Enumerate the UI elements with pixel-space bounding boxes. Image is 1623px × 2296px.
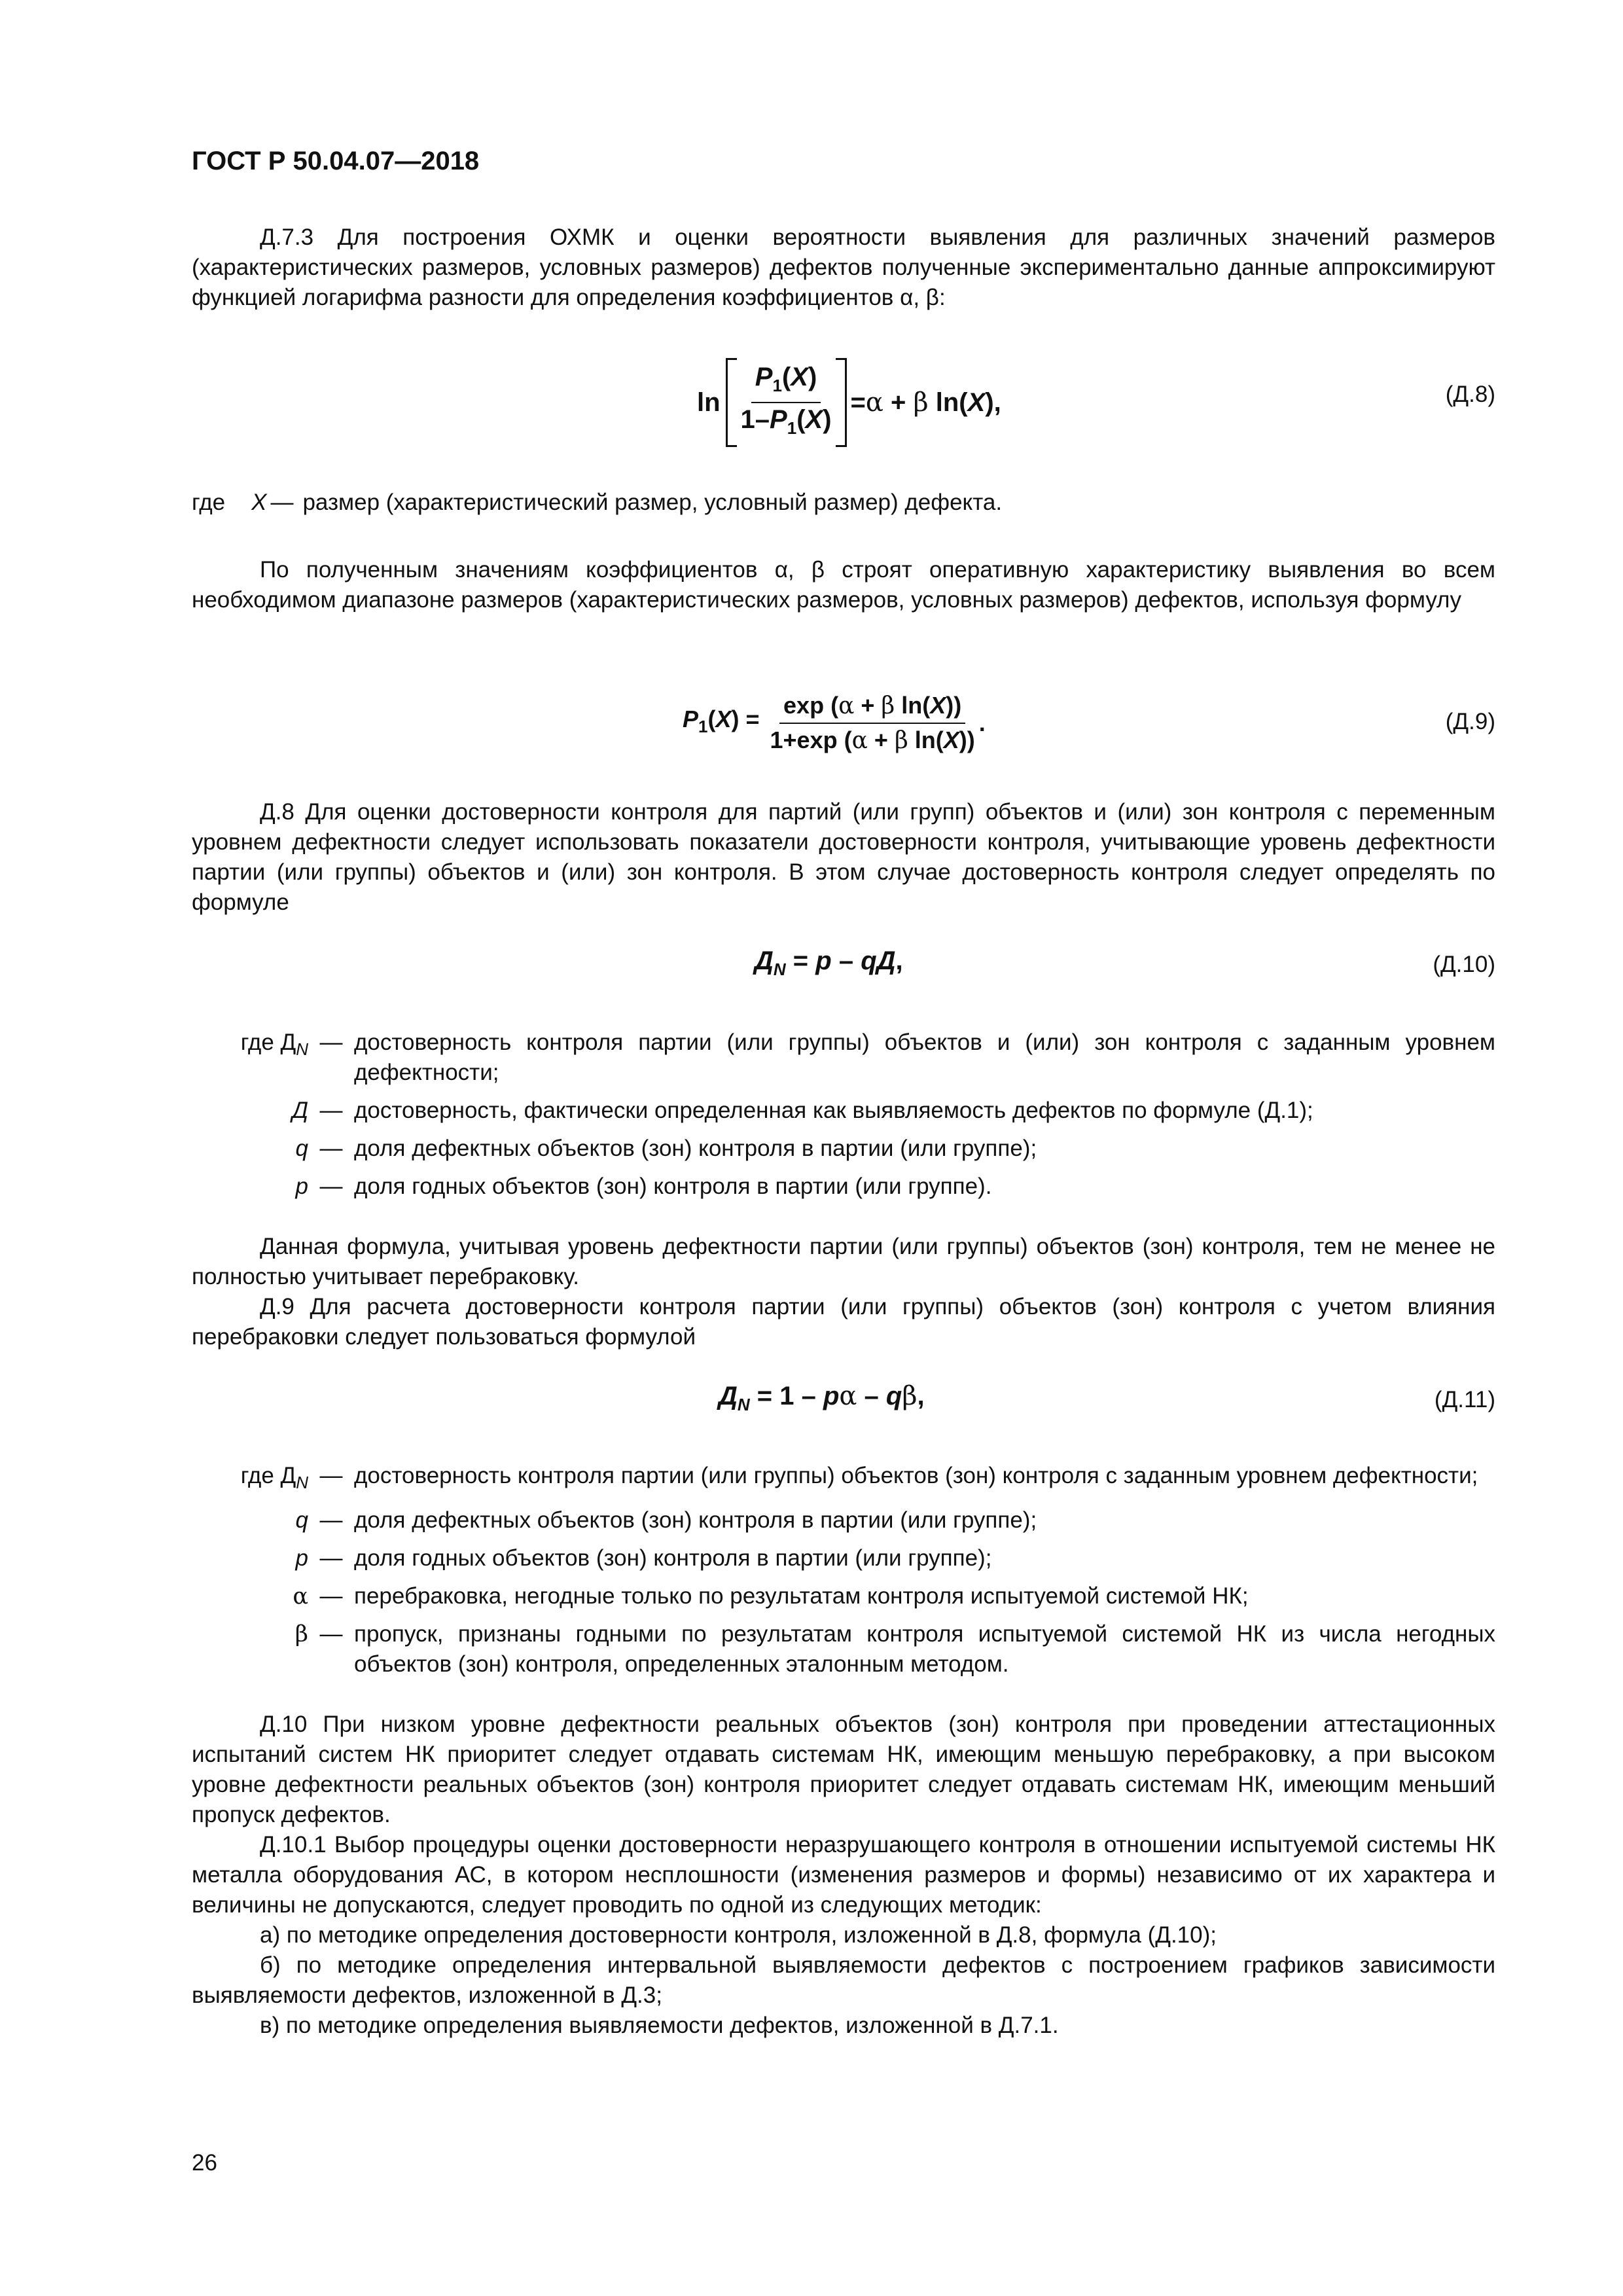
where-x-definition: где X — размер (характеристический размер, условный размер) дефекта. (192, 490, 1003, 515)
definition-q-2: q — доля дефектных объектов (зон) контроля в партии (или группе); (295, 1507, 1037, 1533)
definition-p-2: p — доля годных объектов (зон) контроля в партии (или группе); (295, 1545, 992, 1571)
definition-p: p — доля годных объектов (зон) контроля в партии (или группе). (295, 1174, 992, 1199)
definitions-d10 (192, 1028, 1495, 1210)
definition-alpha: α — перебраковка, негодные только по результатам контроля испытуемой системой НК; (293, 1583, 1249, 1609)
formula-d11 (192, 1381, 1495, 1427)
formula-d8-expression: ln $\frac{P_1(X)}{1-P_1(X)}$ =α + β ln(X), (697, 353, 1001, 452)
definition-d: Д — достоверность, фактически определенная как выявляемость дефектов по формуле (Д.1); (292, 1098, 1313, 1123)
formula-d9-expression: $P_1(X)$ = $\frac{\text{exp (α + β ln(X))}}{\text{1+exp (α + β ln(X))}}$ . (683, 692, 986, 754)
paragraph-alpha-beta: По полученным значениям коэффициентов α, β строят оперативную характеристику выявления во всем необходимом диапазоне размеров (характеристических размеров, условных размеров) дефектов, используя формулу (192, 557, 1495, 613)
page-header: ГОСТ Р 50.04.07—2018 (192, 147, 480, 175)
list-item-a: а) по методике определения достоверности контроля, изложенной в Д.8, формула (Д.10); (260, 1922, 1217, 1948)
definition-dn: где $Д_N$ — достоверность контроля партии (или группы) объектов и (или) зон контроля с заданным уровнем дефектности; (240, 1030, 1495, 1085)
formula-d8-number: (Д.8) (1445, 382, 1495, 407)
formula-d10 (192, 946, 1495, 992)
formula-d10-number: (Д.10) (1433, 952, 1495, 977)
formula-d10-expression: $Д_N = p$ – qД, (755, 946, 903, 979)
definition-q: q — доля дефектных объектов (зон) контроля в партии (или группе); (295, 1136, 1037, 1161)
definition-beta: β — пропуск, признаны годными по результатам контроля испытуемой системой НК из числа негодных объектов (зон) контроля, определенных эталонным методом. (294, 1621, 1495, 1677)
formula-d11-expression: $Д_N = 1 - p\alpha - q\beta$, (719, 1381, 925, 1414)
paragraph-formula-note: Данная формула, учитывая уровень дефектности партии (или группы) объектов (зон) контроля, тем не менее не полностью учитывает перебраковку. Д.9 Для расчета достоверности контроля партии (или группы) объектов (зон) контроля с учетом влияния перебраковки следует пользоваться формулой (192, 1234, 1495, 1350)
paragraph-d7-3: Д.7.3 Для построения ОХМК и оценки вероятности выявления для различных значений размеров (характеристических размеров, условных размеров) дефектов полученные экспериментально данные аппроксимируют функцией логарифма разности для определения коэффициентов α, β: (192, 224, 1495, 310)
formula-d9 (192, 681, 1495, 779)
formula-d8 (192, 353, 1495, 452)
list-item-c: в) по методике определения выявляемости дефектов, изложенной в Д.7.1. (260, 2013, 1059, 2038)
formula-d11-number: (Д.11) (1434, 1387, 1495, 1412)
page-number: 26 (192, 2150, 217, 2176)
definitions-d11 (192, 1461, 1495, 1687)
paragraph-d10: Д.10 При низком уровне дефектности реальных объектов (зон) контроля при проведении аттестационных испытаний систем НК приоритет следует отдавать системам НК, имеющим меньшую перебраковку, а при высоком уровне дефектности реальных объектов (зон) контроля приоритет следует отдавать системам НК, имеющим меньший пропуск дефектов. Д.10.1 Выбор процедуры оценки достоверности неразрушающего контроля в отношении испытуемой системы НК металла оборудования АС, в котором несплошности (изменения размеров и формы) независимо от их характера и величины не допускаются, следует проводить по одной из следующих методик: а) по методике определения достоверности контроля, изложенной в Д.8, формула (Д.10); б) по методике определения интервальной выявляемости дефектов с построением графиков зависимости выявляемости дефектов, изложенной в Д.3; в) по методике определения выявляемости дефектов, изложенной в Д.7.1. (192, 1710, 1495, 2041)
list-item-b: б) по методике определения интервальной выявляемости дефектов с построением графиков зависимости выявляемости дефектов, изложенной в Д.3; (192, 1952, 1495, 2008)
paragraph-d8: Д.8 Для оценки достоверности контроля для партий (или групп) объектов и (или) зон контроля с переменным уровнем дефектности следует использовать показатели достоверности контроля, учитывающие уровень дефектности партии (или группы) объектов и (или) зон контроля. В этом случае достоверность контроля следует определять по формуле (192, 799, 1495, 915)
formula-d9-number: (Д.9) (1445, 709, 1495, 734)
definition-dn-2: где $Д_N$ — достоверность контроля партии (или группы) объектов (зон) контроля с заданным уровнем дефектности; (240, 1463, 1478, 1492)
